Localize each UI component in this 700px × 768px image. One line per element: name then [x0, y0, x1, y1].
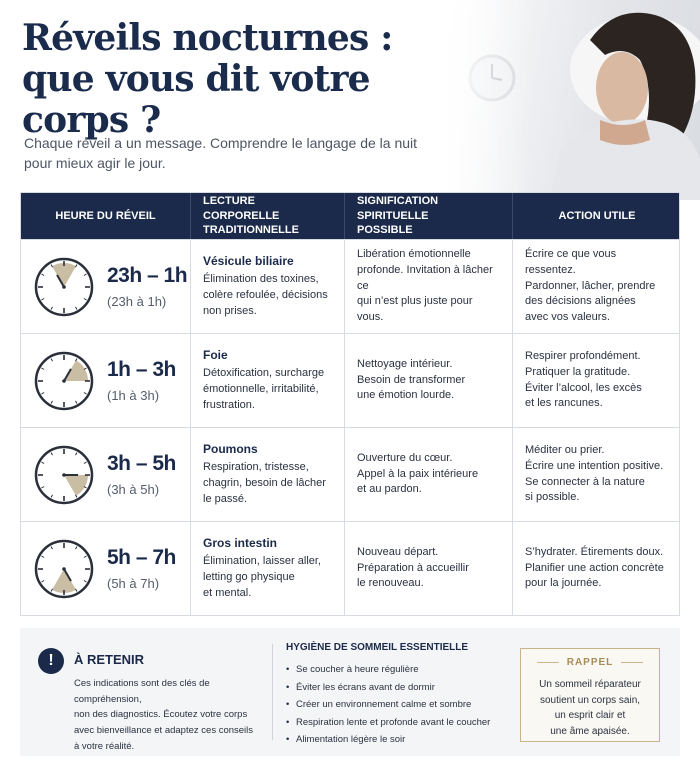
table-row — [21, 239, 679, 333]
body-reading-cell: Gros intestin Élimination, laisser aller, letting go physique et mental. — [191, 522, 345, 615]
hour-cell — [21, 240, 191, 333]
hygiene-title: HYGIÈNE DE SOMMEIL ESSENTIELLE — [286, 642, 469, 653]
list-item: • Créer un environnement calme et sombre — [286, 696, 490, 714]
table-row — [21, 333, 679, 427]
body-reading-cell: Poumons Respiration, tristesse, chagrin, besoin de lâcher le passé. — [191, 428, 345, 521]
header-spiritual-meaning: SIGNIFICATION SPIRITUELLE POSSIBLE — [345, 193, 513, 239]
header-body-reading: LECTURE CORPORELLE TRADITIONNELLE — [191, 193, 345, 239]
page-title — [22, 18, 452, 141]
organ-name: Foie — [203, 347, 228, 362]
organ-name: Gros intestin — [203, 535, 278, 550]
spiritual-cell: Nettoyage intérieur. Besoin de transformer une émotion lourde. — [345, 334, 513, 427]
organ-name: Poumons — [203, 441, 258, 456]
hour-cell — [21, 522, 191, 615]
reminder-title: RAPPEL — [566, 657, 614, 668]
retain-title: À RETENIR — [74, 652, 145, 667]
spiritual-cell: Ouverture du cœur. Appel à la paix intérieure et au pardon. — [345, 428, 513, 521]
hero-photo-woman-in-bed — [440, 0, 700, 200]
action-cell: Respirer profondément. Pratiquer la gratitude. Éviter l’alcool, les excès et les rancunes. — [525, 349, 642, 410]
list-item: • Respiration lente et profonde avant le coucher — [286, 714, 490, 732]
reminder-text: Un sommeil réparateur soutient un corps sain, un esprit clair et une âme apaisée. — [539, 679, 641, 737]
clock-icon — [33, 350, 95, 412]
spiritual-cell: Nouveau départ. Préparation à accueillir le renouveau. — [345, 522, 513, 615]
wake-time-table — [20, 192, 680, 616]
hour-range-sub: (1h à 3h) — [107, 388, 160, 404]
title-line-1: Réveils nocturnes : — [22, 17, 393, 59]
hour-range-sub: (23h à 1h) — [107, 294, 167, 310]
clock-icon — [33, 444, 95, 506]
page-subtitle — [24, 133, 444, 174]
body-reading-cell: Vésicule biliaire Élimination des toxines, colère refoulée, décisions non prises. — [191, 240, 345, 333]
divider — [272, 644, 273, 740]
hour-range: 5h – 7h — [107, 545, 176, 569]
hour-range-sub: (3h à 5h) — [107, 482, 160, 498]
table-header — [21, 193, 679, 239]
hour-range: 3h – 5h — [107, 451, 176, 475]
reminder-header — [521, 657, 659, 668]
subtitle-line-1: Chaque réveil a un message. Comprendre le langage de la nuit — [24, 135, 418, 151]
hour-range: 1h – 3h — [107, 357, 176, 381]
header-useful-action: ACTION UTILE — [558, 209, 636, 222]
list-item: • Se coucher à heure régulière — [286, 661, 490, 679]
reminder-box — [520, 648, 660, 742]
title-line-2: que vous dit votre corps ? — [22, 58, 370, 142]
list-item: • Alimentation légère le soir — [286, 731, 490, 749]
action-cell: S’hydrater. Étirements doux. Planifier une action concrète pour la journée. — [525, 545, 664, 590]
bottom-panel — [20, 628, 680, 756]
body-reading-cell: Foie Détoxification, surcharge émotionnelle, irritabilité, frustration. — [191, 334, 345, 427]
hygiene-list — [286, 661, 490, 749]
action-cell: Méditer ou prier. Écrire une intention positive. Se connecter à la nature si possible. — [525, 443, 664, 504]
hour-range-sub: (5h à 7h) — [107, 576, 160, 592]
header-wake-hour: HEURE DU RÉVEIL — [21, 193, 191, 239]
woman-lying-awake-illustration — [440, 0, 700, 200]
retain-text: Ces indications sont des clés de compréhension, non des diagnostics. Écoutez votre corps avec bienveillance et adaptez ces conseils à votre réalité. — [74, 678, 254, 752]
subtitle-line-2: pour mieux agir le jour. — [24, 155, 166, 172]
exclamation-icon: ! — [38, 648, 64, 674]
table-row — [21, 427, 679, 521]
clock-icon — [33, 538, 95, 600]
action-cell: Écrire ce que vous ressentez. Pardonner, lâcher, prendre des décisions alignées avec vos valeurs. — [525, 247, 656, 324]
list-item: • Éviter les écrans avant de dormir — [286, 679, 490, 697]
spiritual-cell: Libération émotionnelle profonde. Invitation à lâcher ce qui n’est plus juste pour vous. — [345, 240, 513, 333]
organ-name: Vésicule biliaire — [203, 253, 294, 268]
hour-range: 23h – 1h — [107, 263, 188, 287]
clock-icon — [33, 256, 95, 318]
hour-cell — [21, 334, 191, 427]
table-row — [21, 521, 679, 615]
hour-cell — [21, 428, 191, 521]
